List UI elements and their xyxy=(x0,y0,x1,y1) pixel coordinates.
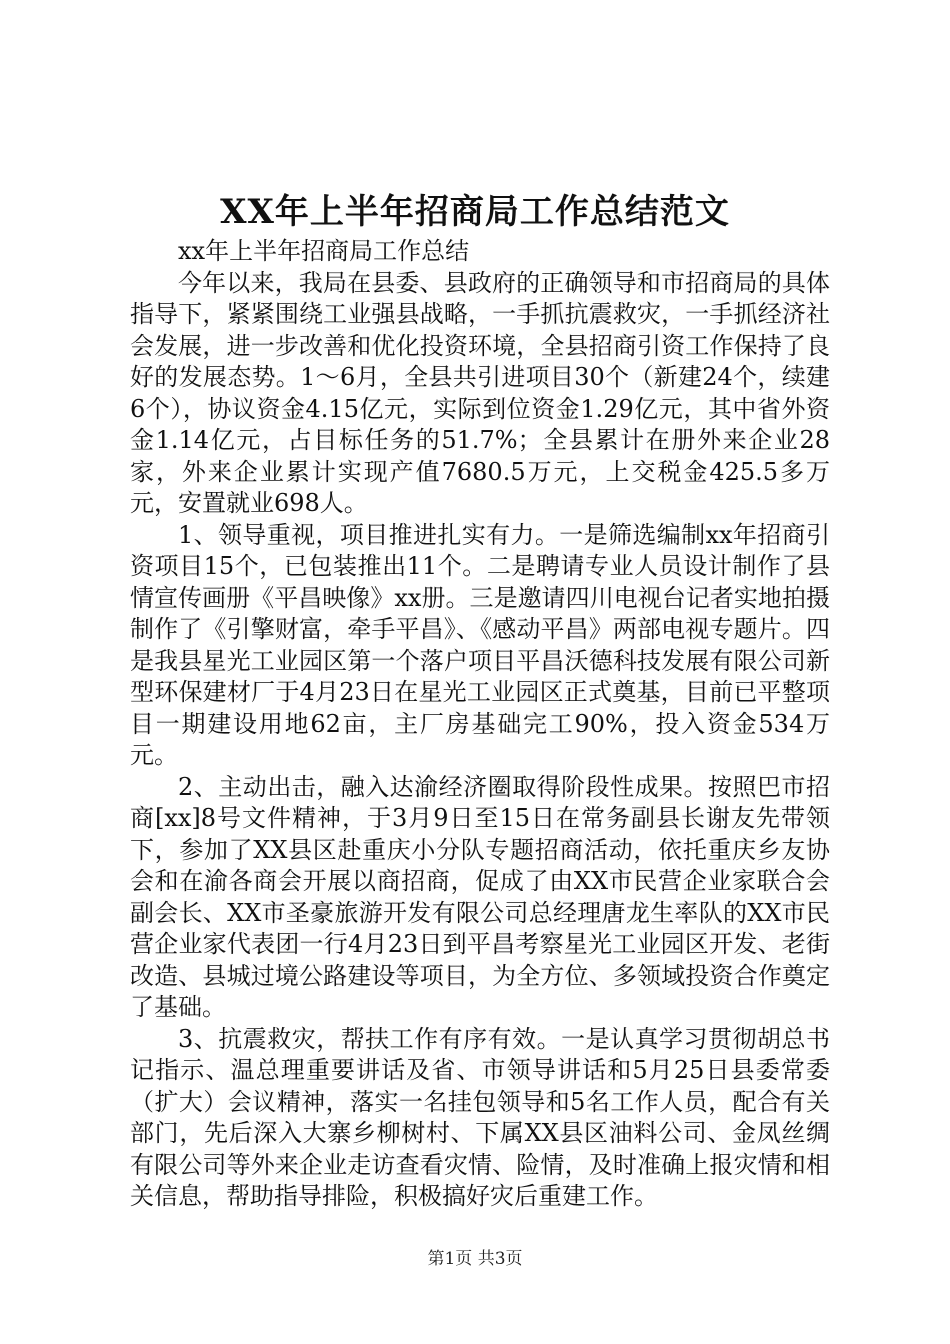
paragraph-section-1: 1、领导重视，项目推进扎实有力。一是筛选编制xx年招商引资项目15个，已包装推出11个。二是聘请专业人员设计制作了县情宣传画册《平昌映像》xx册。三是邀请四川电视台记者实地拍摄制作了《引擎财富，牵手平昌》、《感动平昌》两部电视专题片。四是我县星光工业园区第一个落户项目平昌沃德科技发展有限公司新型环保建材厂于4月23日在星光工业园区正式奠基，目前已平整项目一期建设用地62亩，主厂房基础完工90%，投入资金534万元。 xyxy=(130,520,830,769)
paragraph-section-2: 2、主动出击，融入达渝经济圈取得阶段性成果。按照巴市招商[xx]8号文件精神，于3月9日至15日在常务副县长谢友先带领下，参加了XX县区赴重庆小分队专题招商活动，依托重庆乡友协会和在渝各商会开展以商招商，促成了由XX市民营企业家联合会副会长、XX市圣豪旅游开发有限公司总经理唐龙生率队的XX市民营企业家代表团一行4月23日到平昌考察星光工业园区开发、老街改造、县城过境公路建设等项目，为全方位、多领域投资合作奠定了基础。 xyxy=(130,772,830,1021)
paragraph-intro: 今年以来，我局在县委、县政府的正确领导和市招商局的具体指导下，紧紧围绕工业强县战略，一手抓抗震救灾，一手抓经济社会发展，进一步改善和优化投资环境，全县招商引资工作保持了良好的发展态势。1～6月，全县共引进项目30个（新建24个，续建6个），协议资金4.15亿元，实际到位资金1.29亿元，其中省外资金1.14亿元，占目标任务的51.7%；全县累计在册外来企业28家，外来企业累计实现产值7680.5万元，上交税金425.5多万元，安置就业698人。 xyxy=(130,268,830,517)
document-subtitle: xx年上半年招商局工作总结 xyxy=(178,237,470,265)
page-number-footer: 第1页 共3页 xyxy=(427,1249,523,1269)
paragraph-section-3: 3、抗震救灾，帮扶工作有序有效。一是认真学习贯彻胡总书记指示、温总理重要讲话及省、市领导讲话和5月25日县委常委（扩大）会议精神，落实一名挂包领导和5名工作人员，配合有关部门，先后深入大寨乡柳树村、下属XX县区油料公司、金凤丝绸有限公司等外来企业走访查看灾情、险情，及时准确上报灾情和相关信息，帮助指导排险，积极搞好灾后重建工作。 xyxy=(130,1024,830,1210)
document-title: XX年上半年招商局工作总结范文 xyxy=(220,192,730,232)
document-body xyxy=(130,236,830,1213)
